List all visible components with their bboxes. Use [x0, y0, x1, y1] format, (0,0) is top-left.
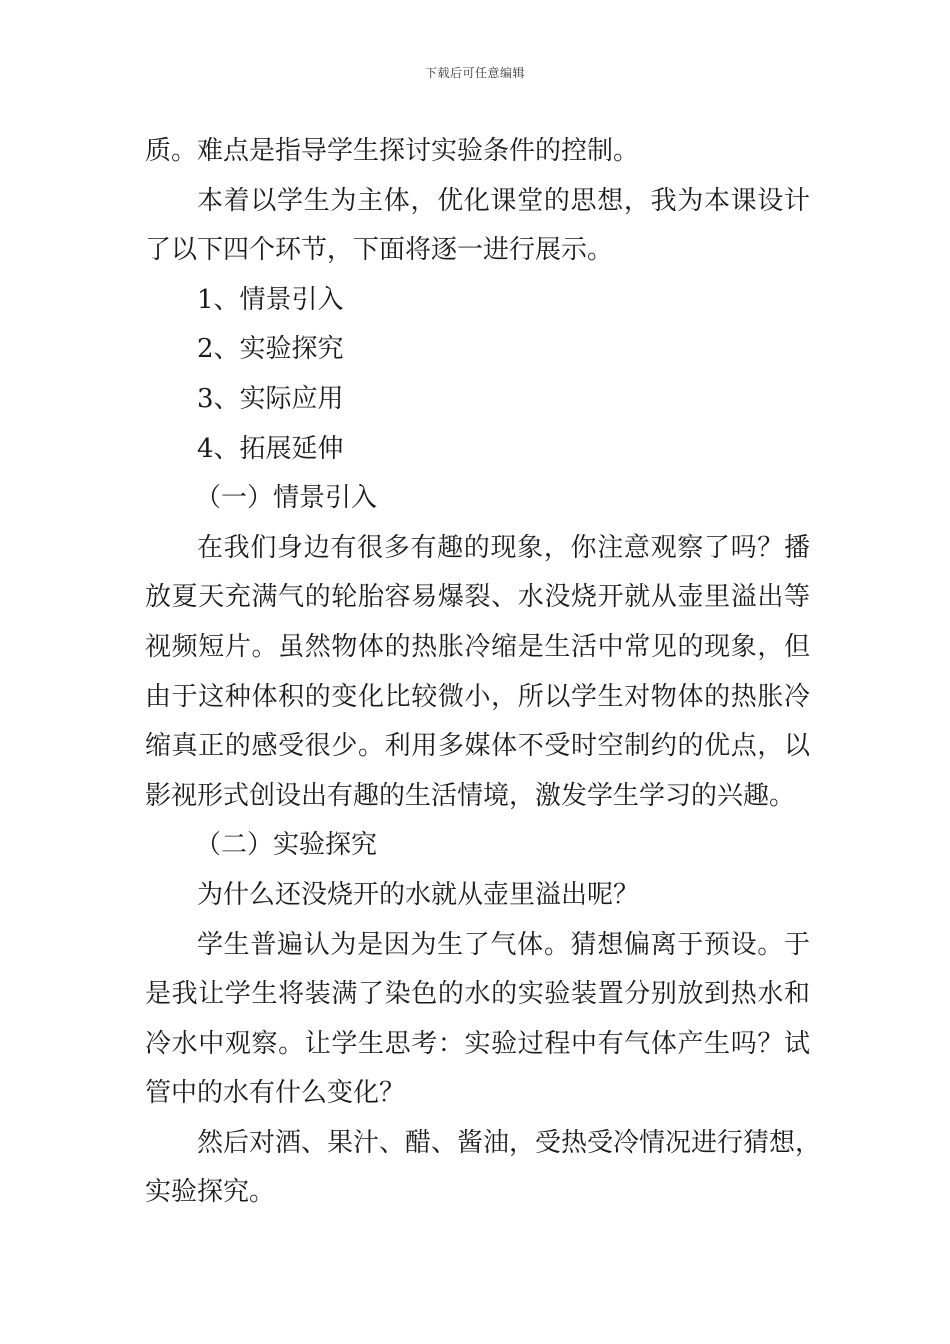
section-heading: （一）情景引入 [195, 483, 378, 514]
paragraph-line: 冷水中观察。让学生思考：实验过程中有气体产生吗？试 [145, 1028, 810, 1059]
paragraph-line: 放夏天充满气的轮胎容易爆裂、水没烧开就从壶里溢出等 [145, 582, 810, 613]
paragraph-line: 然后对酒、果汁、醋、酱油，受热受冷情况进行猜想， [197, 1127, 822, 1158]
list-item: 3、实际应用 [197, 383, 344, 414]
paragraph-line: 在我们身边有很多有趣的现象，你注意观察了吗？播 [197, 532, 810, 563]
paragraph-line: 由于这种体积的变化比较微小，所以学生对物体的热胀冷 [145, 681, 810, 712]
list-item: 2、实验探究 [197, 334, 344, 365]
paragraph-line: 缩真正的感受很少。利用多媒体不受时空制约的优点，以 [145, 731, 810, 762]
page-header: 下载后可任意编辑 [424, 66, 525, 80]
paragraph-line: 学生普遍认为是因为生了气体。猜想偏离于预设。于 [197, 929, 810, 960]
text-line: 管中的水有什么变化？ [145, 1078, 406, 1109]
paragraph-line: 是我让学生将装满了染色的水的实验装置分别放到热水和 [145, 979, 810, 1010]
list-item: 4、拓展延伸 [197, 433, 344, 464]
document-body [145, 127, 822, 1218]
paragraph-line: 视频短片。虽然物体的热胀冷缩是生活中常见的现象，但 [145, 631, 810, 662]
text-line: 了以下四个环节，下面将逐一进行展示。 [145, 235, 614, 266]
text-line: 影视形式创设出有趣的生活情境，激发学生学习的兴趣。 [145, 780, 796, 811]
paragraph-line: 本着以学生为主体，优化课堂的思想，我为本课设计 [197, 185, 810, 216]
text-line: 实验探究。 [145, 1177, 276, 1208]
text-line: 为什么还没烧开的水就从壶里溢出呢？ [197, 879, 640, 910]
list-item: 1、情景引入 [197, 284, 344, 315]
text-line: 质。难点是指导学生探讨实验条件的控制。 [145, 136, 640, 166]
section-heading: （二）实验探究 [195, 830, 378, 861]
